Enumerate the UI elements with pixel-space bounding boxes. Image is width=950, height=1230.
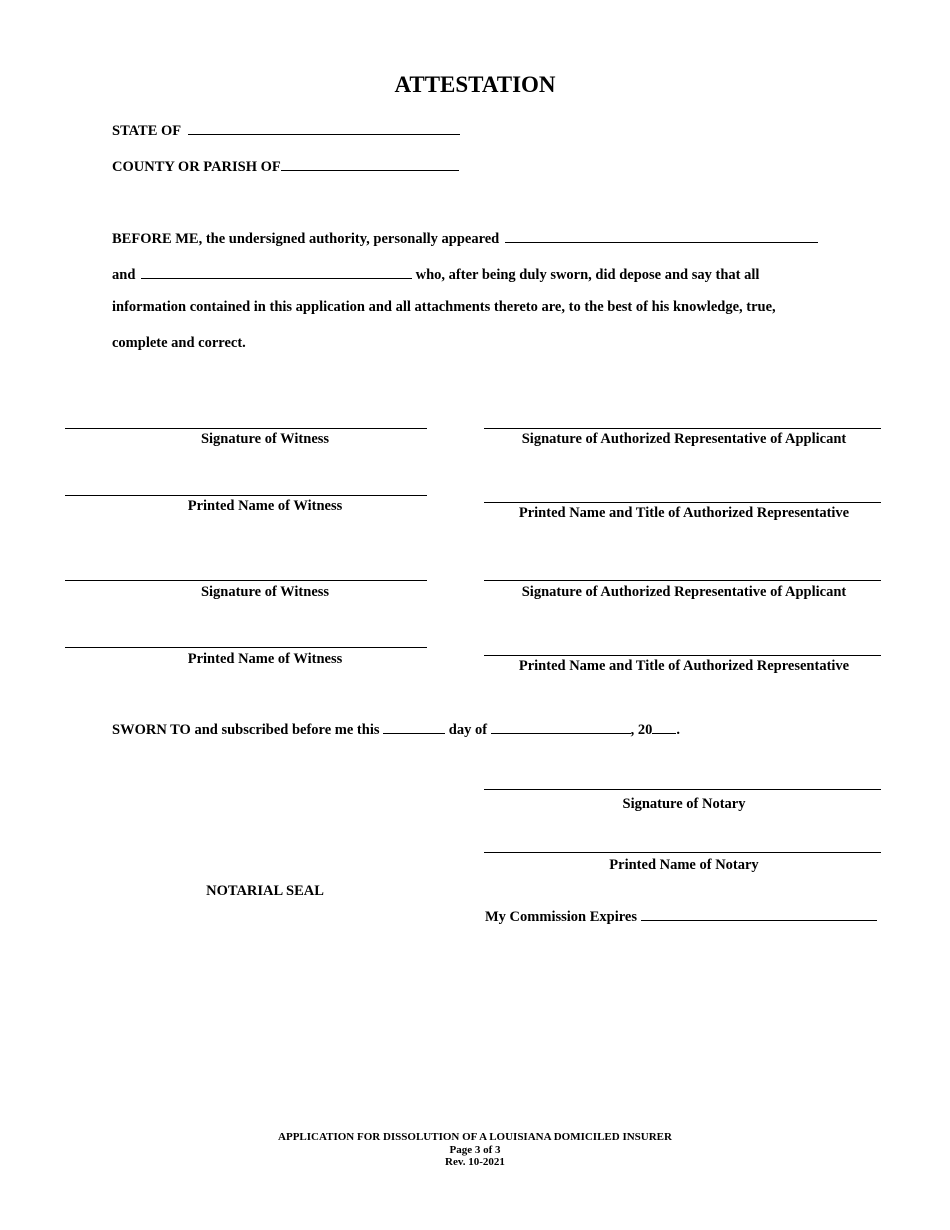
notary-printed-name-line[interactable] [484,852,881,853]
body-line-3: information contained in this application and all attachments thereto are, to the best of his knowledge, true, [112,299,776,315]
sworn-month-field[interactable] [491,718,631,734]
state-row [112,119,460,140]
footer-form-title: APPLICATION FOR DISSOLUTION OF A LOUISIANA DOMICILED INSURER [278,1131,672,1143]
rep-printed-name-line-1[interactable] [484,502,881,503]
sworn-year-prefix: , 20 [630,722,653,738]
body-text-appeared: BEFORE ME, the undersigned authority, personally appeared [112,231,500,247]
sworn-end: . [676,722,681,738]
rep-printed-name-label-2: Printed Name and Title of Authorized Representative [518,658,850,674]
body-line-2 [112,263,759,284]
rep-signature-line-2[interactable] [484,580,881,581]
rep-signature-label-2: Signature of Authorized Representative of Applicant [521,584,847,600]
county-label: COUNTY OR PARISH OF [112,159,281,175]
sworn-row [112,718,680,739]
notary-signature-line[interactable] [484,789,881,790]
witness-signature-label-2: Signature of Witness [200,584,330,600]
notary-printed-name-label: Printed Name of Notary [609,857,759,873]
footer [0,1131,950,1169]
witness-printed-name-label-2: Printed Name of Witness [187,651,343,667]
witness-signature-line-2[interactable] [65,580,427,581]
commission-row [485,905,877,926]
sworn-year-field[interactable] [652,718,676,734]
footer-revision: Rev. 10-2021 [445,1156,505,1168]
commission-label: My Commission Expires [485,909,637,925]
appeared-name-field[interactable] [505,227,818,243]
witness-signature-label-1: Signature of Witness [200,431,330,447]
rep-signature-line-1[interactable] [484,428,881,429]
rep-printed-name-label-1: Printed Name and Title of Authorized Representative [518,505,850,521]
body-text-sworn: who, after being duly sworn, did depose and say that all [415,267,760,283]
sworn-day-of-text: day of [448,722,488,738]
commission-expires-field[interactable] [641,905,877,921]
sworn-text: SWORN TO and subscribed before me this [112,722,380,738]
witness-printed-name-label-1: Printed Name of Witness [187,498,343,514]
body-line-1 [112,227,818,248]
sworn-day-field[interactable] [383,718,445,734]
page-title: ATTESTATION [394,72,556,97]
body-text-and: and [112,267,136,283]
witness-printed-name-line-2[interactable] [65,647,427,648]
body-line-4: complete and correct. [112,335,246,351]
notarial-seal-label: NOTARIAL SEAL [206,883,324,899]
second-name-field[interactable] [141,263,412,279]
state-label: STATE OF [112,123,181,139]
county-row [112,155,459,176]
witness-printed-name-line-1[interactable] [65,495,427,496]
county-field[interactable] [281,155,459,171]
rep-printed-name-line-2[interactable] [484,655,881,656]
footer-page-number: Page 3 of 3 [449,1143,501,1156]
notary-signature-label: Signature of Notary [622,796,746,812]
state-field[interactable] [188,119,460,135]
rep-signature-label-1: Signature of Authorized Representative of Applicant [521,431,847,447]
witness-signature-line-1[interactable] [65,428,427,429]
